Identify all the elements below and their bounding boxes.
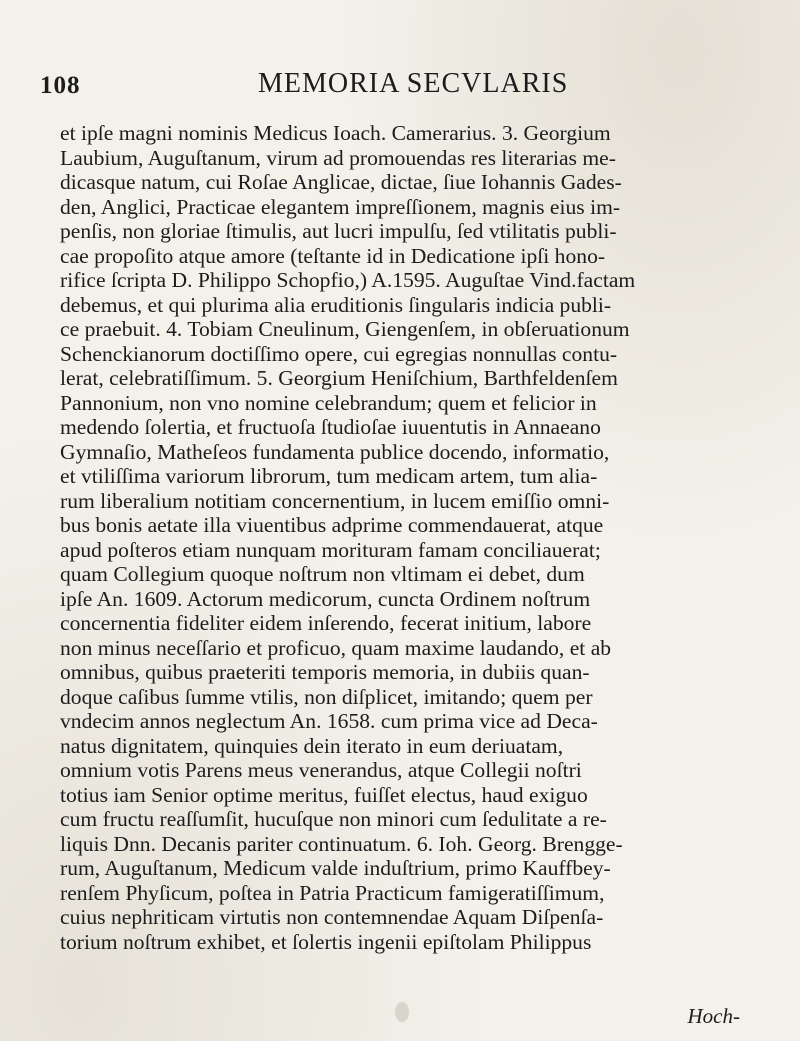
text-line: dicasque natum, cui Roſae Anglicae, dictae, ſiue Iohannis Gades- — [60, 170, 622, 194]
text-line: lerat, celebratiſſimum. 5. Georgium Heniſchium, Barthfeldenſem — [60, 366, 618, 390]
text-line: rum liberalium notitiam concernentium, in lucem emiſſio omni- — [60, 488, 610, 513]
ink-smudge — [395, 1002, 409, 1022]
text-line: Gymnaſio, Matheſeos fundamenta publice docendo, informatio, — [60, 439, 610, 464]
text-line: apud poſteros etiam nunquam morituram famam conciliauerat; — [60, 537, 601, 562]
page-number: 108 — [40, 72, 81, 99]
text-line: omnium votis Parens meus venerandus, atque Collegii noſtri — [60, 758, 582, 782]
catchword: Hoch- — [687, 1004, 740, 1028]
text-line: totius iam Senior optime meritus, fuiſſet electus, haud exiguo — [60, 782, 588, 807]
text-line: Laubium, Auguſtanum, virum ad promouendas res literarias me- — [60, 145, 616, 170]
text-line: cuius nephriticam virtutis non contemnendae Aquam Diſpenſa- — [60, 905, 604, 929]
text-line: cum fructu reaſſumſit, hucuſque non minori cum ſedulitate a re- — [60, 807, 607, 831]
text-line: bus bonis aetate illa viuentibus adprime commendauerat, atque — [60, 513, 604, 537]
text-line: ce praebuit. 4. Tobiam Cneulinum, Giengenſem, in obſeruationum — [60, 317, 630, 341]
text-line: quam Collegium quoque noſtrum non vltimam ei debet, dum — [60, 562, 585, 586]
text-line: Pannonium, non vno nomine celebrandum; quem et felicior in — [60, 390, 597, 415]
text-line: rum, Auguſtanum, Medicum valde induſtrium, primo Kauffbey- — [60, 856, 611, 880]
text-line: et vtiliſſima variorum librorum, tum medicam artem, tum alia- — [60, 464, 598, 488]
page-header — [40, 68, 760, 108]
text-line: doque caſibus ſumme vtilis, non diſplicet, imitando; quem per — [60, 684, 593, 709]
text-line: ipſe An. 1609. Actorum medicorum, cuncta Ordinem noſtrum — [60, 586, 591, 611]
text-line: renſem Phyſicum, poſtea in Patria Practicum famigeratiſſimum, — [60, 880, 605, 905]
text-line: debemus, et qui plurima alia eruditionis ſingularis indicia publi- — [60, 292, 612, 317]
running-title: MEMORIA SECVLARIS — [258, 68, 569, 99]
text-line: penſis, non gloriae ſtimulis, aut lucri impulſu, ſed vtilitatis publi- — [60, 219, 617, 243]
text-line: torium noſtrum exhibet, et ſolertis ingenii epiſtolam Philippus — [60, 929, 592, 954]
text-line: liquis Dnn. Decanis pariter continuatum. 6. Ioh. Georg. Brengge- — [60, 831, 623, 856]
body-text — [60, 121, 750, 954]
text-line: medendo ſolertia, et fructuoſa ſtudioſae iuuentutis in Annaeano — [60, 415, 601, 439]
text-line: Schenckianorum doctiſſimo opere, cui egregias nonnullas contu- — [60, 341, 618, 366]
text-line: non minus neceſſario et proficuo, quam maxime laudando, et ab — [60, 635, 612, 660]
text-line: vndecim annos neglectum An. 1658. cum prima vice ad Deca- — [60, 709, 598, 733]
text-line: natus dignitatem, quinquies dein iterato in eum deriuatam, — [60, 733, 564, 758]
text-line: rifice ſcripta D. Philippo Schopfio,) A.1595. Auguſtae Vind.factam — [60, 268, 636, 292]
text-line: den, Anglici, Practicae elegantem impreſſionem, magnis eius im- — [60, 194, 621, 219]
text-line: cae propoſito atque amore (teſtante id in Dedicatione ipſi hono- — [60, 243, 606, 268]
text-line: et ipſe magni nominis Medicus Ioach. Camerarius. 3. Georgium — [60, 121, 611, 145]
text-line: concernentia fideliter eidem inſerendo, fecerat initium, labore — [60, 611, 592, 635]
text-line: omnibus, quibus praeteriti temporis memoria, in dubiis quan- — [60, 660, 590, 684]
